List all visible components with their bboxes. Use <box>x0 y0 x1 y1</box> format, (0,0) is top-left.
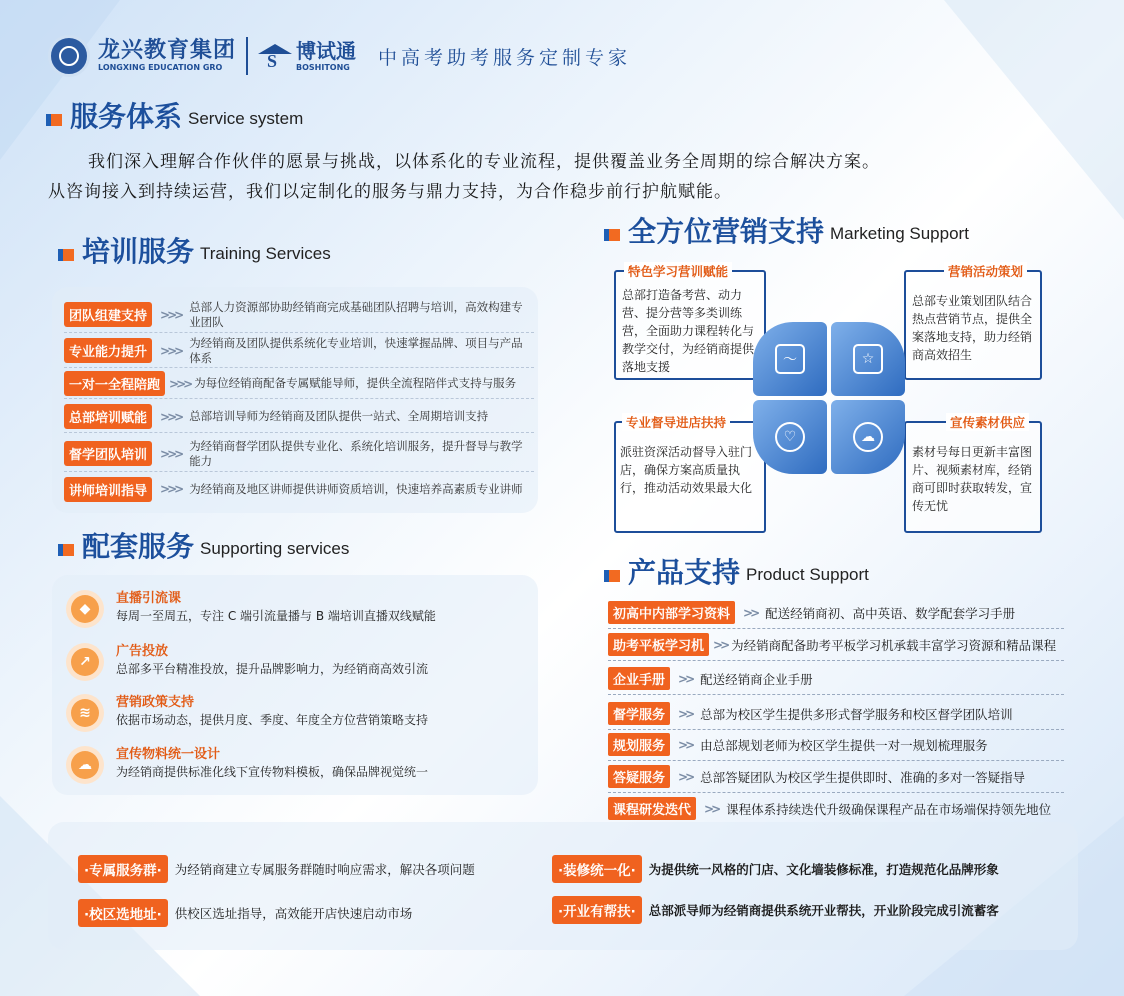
arrow-icon: >>> <box>160 409 182 424</box>
training-tag: 讲师培训指导 <box>64 477 152 502</box>
petal-top-left <box>753 322 827 396</box>
product-tag: 规划服务 <box>608 733 670 756</box>
arrow-icon: >>> <box>160 307 182 322</box>
brand-longxing-cn: 龙兴教育集团 <box>98 38 237 63</box>
product-desc: 由总部规划老师为校区学生提供一对一规划梳理服务 <box>700 737 988 753</box>
product-tag: 企业手册 <box>608 667 670 690</box>
section-mark-icon <box>58 249 74 261</box>
product-row <box>608 702 1064 730</box>
product-row <box>608 733 1064 761</box>
training-tag: 总部培训赋能 <box>64 404 152 429</box>
supporting-item <box>66 590 436 628</box>
cloud-icon: ☁ <box>66 746 104 784</box>
petal-top-right <box>831 322 905 396</box>
service-title-en: Service system <box>188 109 304 128</box>
marketing-box-label: 营销活动策划 <box>944 262 1027 280</box>
intro-paragraph-2: 从咨询接入到持续运营，我们以定制化的服务与鼎力支持，为合作稳步前行护航赋能。 <box>48 182 732 202</box>
supporting-item <box>66 643 428 681</box>
marketing-title-cn: 全方位营销支持 <box>628 215 825 248</box>
extra-service-tag: ·装修统一化· <box>552 855 642 883</box>
product-row <box>608 601 1064 629</box>
training-tag: 一对一全程陪跑 <box>64 371 165 396</box>
extra-service-desc: 为经销商建立专属服务群随时响应需求，解决各项问题 <box>174 862 475 877</box>
product-desc: 总部为校区学生提供多形式督学服务和校区督学团队培训 <box>700 706 1013 722</box>
training-desc: 为每位经销商配备专属赋能导师，提供全流程陪伴式支持与服务 <box>194 376 517 390</box>
arrow-icon: >> <box>678 706 693 721</box>
product-row <box>608 667 1064 695</box>
section-mark-icon <box>604 229 620 241</box>
extra-service-desc: 供校区选址指导，高效能开店快速启动市场 <box>174 906 413 921</box>
marketing-box-text: 派驻资深活动督导入驻门店，确保方案高质量执行，推动活动效果最大化 <box>620 445 753 495</box>
arrow-icon: >> <box>678 737 693 752</box>
product-title-cn: 产品支持 <box>628 556 741 589</box>
arrow-icon: >> <box>743 605 758 620</box>
supporting-item-title: 营销政策支持 <box>116 695 195 710</box>
marketing-title <box>604 215 969 249</box>
section-mark-icon <box>46 114 62 126</box>
extra-service-item <box>552 896 999 924</box>
product-desc: 为经销商配备助考平板学习机承载丰富学习资源和精品课程 <box>731 637 1057 653</box>
extra-service-item <box>78 855 475 883</box>
intro-paragraph-1: 我们深入理解合作伙伴的愿景与挑战，以体系化的专业流程，提供覆盖业务全周期的综合解决方案。 <box>88 152 880 172</box>
supporting-item-title: 宣传物料统一设计 <box>116 747 221 762</box>
training-tag: 督学团队培训 <box>64 441 152 466</box>
diamond-icon: ◆ <box>66 590 104 628</box>
training-row <box>64 334 534 368</box>
marketing-box-text: 素材号每日更新丰富图片、视频素材库，经销商可即时获取转发，宣传无忧 <box>912 445 1033 513</box>
extra-service-tag: ·校区选地址· <box>78 899 168 927</box>
service-title <box>46 100 303 134</box>
marketing-box-text: 总部打造备考营、动力营、提分营等多类训练营，全面助力课程转化与教学交付，为经销商提供落地支援 <box>622 288 755 374</box>
arrow-icon: >>> <box>160 482 182 496</box>
product-row <box>608 797 1064 824</box>
training-row <box>64 474 534 504</box>
arrow-icon: >> <box>713 637 728 652</box>
product-tag: 督学服务 <box>608 702 670 725</box>
supporting-item-desc: 总部多平台精准投放，提升品牌影响力，为经销商高效引流 <box>116 662 429 676</box>
training-desc: 总部人力资源部协助经销商完成基础团队招聘与培训，高效构建专业团队 <box>189 299 523 329</box>
supporting-item-desc: 依据市场动态，提供月度、季度、年度全方位营销策略支持 <box>116 713 429 727</box>
product-tag: 答疑服务 <box>608 765 670 788</box>
training-title-cn: 培训服务 <box>82 235 195 268</box>
training-tag: 团队组建支持 <box>64 302 152 327</box>
supporting-item-title: 广告投放 <box>116 644 169 659</box>
supporting-item-desc: 每周一至周五，专注 C 端引流量播与 B 端培训直播双线赋能 <box>116 609 436 623</box>
section-mark-icon <box>58 544 74 556</box>
training-desc: 总部培训导师为经销商及团队提供一站式、全周期培训支持 <box>189 409 489 423</box>
extra-service-tag: ·开业有帮扶· <box>552 896 642 924</box>
supporting-item <box>66 746 428 784</box>
arrow-icon: >>> <box>169 376 191 391</box>
marketing-box-label: 宣传素材供应 <box>946 413 1029 431</box>
petal-bottom-right <box>831 400 905 474</box>
arrow-icon: >> <box>678 769 693 784</box>
supporting-title-cn: 配套服务 <box>82 530 195 563</box>
extra-service-tag: ·专属服务群· <box>78 855 168 883</box>
training-row <box>64 436 534 472</box>
service-intro <box>48 147 1068 207</box>
slogan: 中高考助考服务定制专家 <box>378 46 632 69</box>
supporting-item-desc: 为经销商提供标准化线下宣传物料模板，确保品牌视觉统一 <box>116 765 429 779</box>
longxing-logo-icon <box>48 35 90 77</box>
brand-boshitong-cn: 博试通 <box>296 39 357 63</box>
extra-service-desc: 总部派导师为经销商提供系统开业帮扶，开业阶段完成引流蓄客 <box>648 903 999 918</box>
training-desc: 为经销商及团队提供系统化专业培训，快速掌握品牌、项目与产品体系 <box>189 335 523 365</box>
supporting-item <box>66 694 428 732</box>
product-desc: 配送经销商企业手册 <box>700 671 813 687</box>
extra-service-item <box>78 899 412 927</box>
marketing-title-en: Marketing Support <box>830 224 969 243</box>
marketing-box-label: 专业督导进店扶持 <box>622 413 730 431</box>
chart-screen-icon: 〜 <box>775 344 805 374</box>
training-title <box>58 235 331 269</box>
product-tag: 课程研发迭代 <box>608 797 696 820</box>
training-desc: 为经销商及地区讲师提供讲师资质培训，快速培养高素质专业讲师 <box>189 481 523 496</box>
heart-icon: ♡ <box>775 422 805 452</box>
product-tag: 助考平板学习机 <box>608 633 709 656</box>
brand-boshitong-en: BOSHITONG <box>296 63 350 72</box>
marketing-box-text: 总部专业策划团队结合热点营销节点，提供全案落地支持，助力经销商高效招生 <box>912 294 1033 362</box>
extra-services-panel <box>48 822 1078 950</box>
bg-decoration <box>0 0 120 160</box>
layers-icon: ≋ <box>66 694 104 732</box>
cloud-flow-icon: ☁ <box>853 422 883 452</box>
product-row <box>608 765 1064 793</box>
extra-service-desc: 为提供统一风格的门店、文化墙装修标准，打造规范化品牌形象 <box>648 862 999 877</box>
brand-boshitong <box>296 39 356 73</box>
training-row <box>64 297 534 333</box>
supporting-item-title: 直播引流课 <box>116 591 182 606</box>
product-row <box>608 633 1064 661</box>
product-desc: 总部答疑团队为校区学生提供即时、准确的多对一答疑指导 <box>700 769 1026 785</box>
supporting-title-en: Supporting services <box>200 539 350 558</box>
training-row <box>64 401 534 433</box>
brand-longxing-en: LONGXING EDUCATION GRO <box>98 63 223 72</box>
arrow-icon: >> <box>704 801 719 816</box>
training-tag: 专业能力提升 <box>64 338 152 363</box>
training-desc: 为经销商督学团队提供专业化、系统化培训服务，提升督导与教学能力 <box>189 438 523 468</box>
product-desc: 配送经销商初、高中英语、数学配套学习手册 <box>765 605 1016 621</box>
trend-icon: ↗ <box>66 643 104 681</box>
arrow-icon: >> <box>678 671 693 686</box>
product-desc: 课程体系持续迭代升级确保课程产品在市场端保持领先地位 <box>726 801 1052 817</box>
divider <box>246 37 248 75</box>
header <box>48 34 631 78</box>
product-title-en: Product Support <box>746 565 869 584</box>
service-title-cn: 服务体系 <box>70 100 183 133</box>
product-title <box>604 556 869 590</box>
training-row <box>64 369 534 399</box>
product-tag: 初高中内部学习资料 <box>608 601 735 624</box>
marketing-box-label: 特色学习营训赋能 <box>624 262 732 280</box>
supporting-title <box>58 530 349 564</box>
extra-service-item <box>552 855 999 883</box>
arrow-icon: >>> <box>160 343 182 358</box>
document-star-icon: ☆ <box>853 344 883 374</box>
arrow-icon: >>> <box>160 446 182 461</box>
brand-longxing <box>98 39 236 73</box>
section-mark-icon <box>604 570 620 582</box>
training-title-en: Training Services <box>200 244 331 263</box>
graduation-cap-logo-icon <box>258 41 292 71</box>
